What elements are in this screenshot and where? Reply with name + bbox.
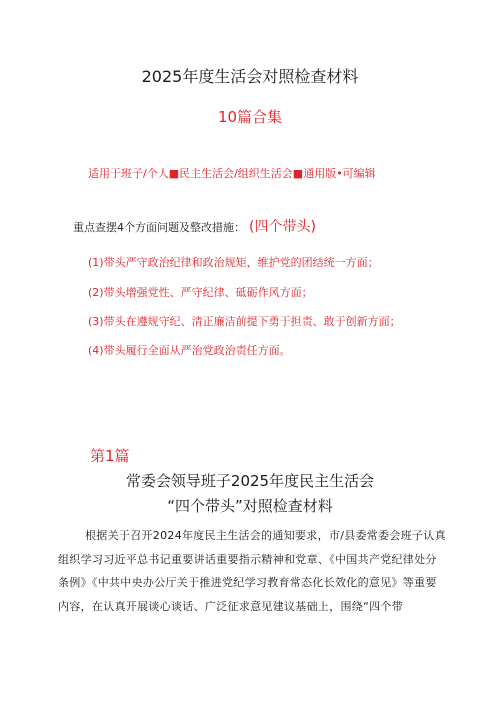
part-label: 第1篇 bbox=[90, 447, 130, 465]
focus-highlight: (四个带头) bbox=[249, 219, 316, 235]
document-title: 2025年度生活会对照检查材料 bbox=[141, 67, 359, 86]
focus-intro: 重点查摆4个方面问题及整改措施： bbox=[73, 221, 245, 234]
focus-line bbox=[73, 216, 316, 236]
focus-item-2: (2)带头增强党性、严守纪律、砥砺作风方面； bbox=[88, 286, 313, 299]
part-title-line2: “四个带头”对照检查材料 bbox=[167, 497, 333, 515]
body-paragraph: 根据关于召开2024年度民主生活会的通知要求，市/县委常委会班子认真组织学习习近平总书记重要讲话重要指示精神和党章、《中国共产党纪律处分条例》《中共中央办公厅关于推进党纪学习教育常态化长效化的意见》等重要内容，在认真开展谈心谈话、广泛征求意见建议基础上，围绕“四个带 bbox=[58, 529, 446, 613]
focus-item-1: (1)带头严守政治纪律和政治规矩，维护党的团结统一方面； bbox=[88, 256, 379, 269]
focus-item-4: (4)带头履行全面从严治党政治责任方面。 bbox=[88, 344, 291, 357]
scope-note: 适用于班子/个人■民主生活会/组织生活会■通用版•可编辑 bbox=[88, 167, 376, 180]
part-title-line1: 常委会领导班子2025年度民主生活会 bbox=[125, 472, 375, 490]
document-subtitle: 10篇合集 bbox=[217, 108, 283, 126]
focus-item-3: (3)带头在遵规守纪、清正廉洁前提下勇于担责、敢于创新方面； bbox=[88, 315, 401, 328]
